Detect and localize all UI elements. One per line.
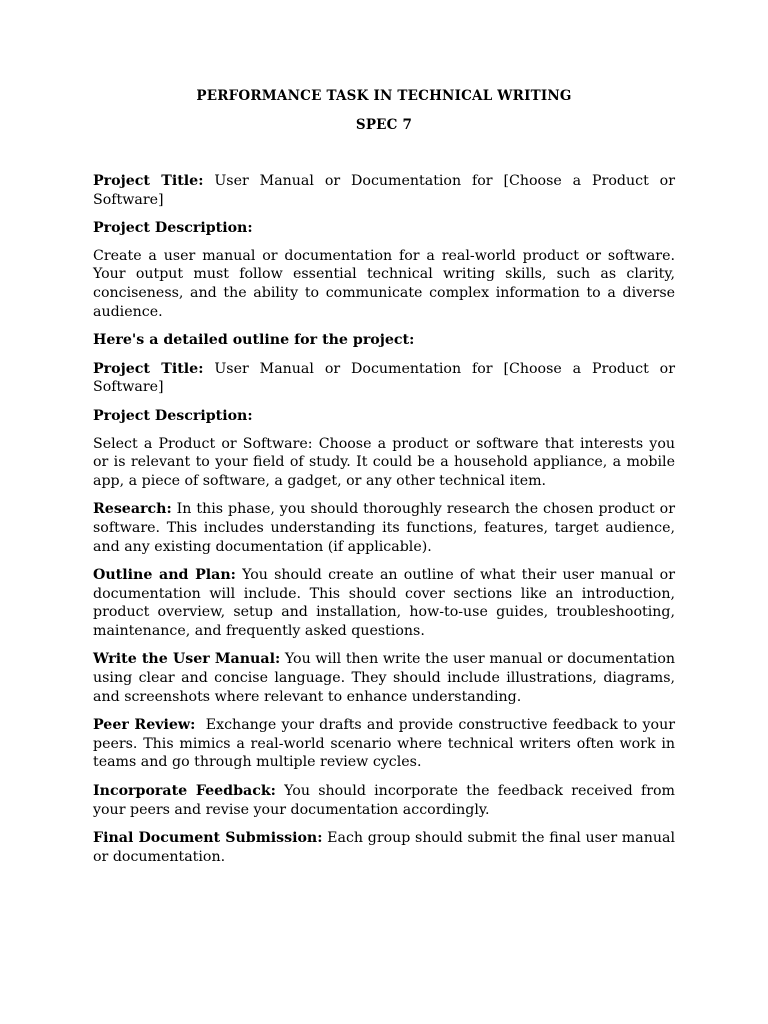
paragraph-project-description-heading-2 bbox=[93, 407, 675, 426]
paragraph-text: You should incorporate the feedback received from your peers and revise your documentation accordingly. bbox=[93, 783, 676, 818]
paragraph-text: In this phase, you should thoroughly research the chosen product or software. This includes understanding its functions, features, target audience, and any existing documentation (if applicable). bbox=[93, 501, 675, 555]
paragraph-text: User Manual or Documentation for [Choose a Product or Software] bbox=[93, 173, 675, 208]
paragraph-outline-intro bbox=[93, 331, 675, 350]
paragraph-project-description-heading bbox=[93, 219, 675, 238]
paragraph-text: You should create an outline of what their user manual or documentation will include. This should cover sections like an introduction, product overview, setup and installation, how-to-use guides, troubleshooting, maintenance, and frequently asked questions. bbox=[93, 567, 675, 639]
paragraph-text: You will then write the user manual or documentation using clear and concise language. They should include illustrations, diagrams, and screenshots where relevant to enhance understanding. bbox=[93, 651, 675, 705]
paragraph-text: Exchange your drafts and provide constructive feedback to your peers. This mimics a real-world scenario where technical writers often work in teams and go through multiple review cycles. bbox=[93, 717, 680, 771]
paragraph-label: Here's a detailed outline for the project: bbox=[93, 332, 415, 349]
paragraph-outline-plan bbox=[93, 566, 675, 640]
paragraph-text: User Manual or Documentation for [Choose a Product or Software] bbox=[93, 360, 675, 396]
paragraph-label: Final Document Submission: bbox=[93, 830, 323, 847]
paragraph-label: Project Title: bbox=[93, 360, 204, 377]
document-body bbox=[93, 172, 680, 876]
paragraph-text: Create a user manual or documentation for a real-world product or software. Your output must follow essential technical writing skills, such as clarity, conciseness, and the ability to communicate complex information to a diverse audience. bbox=[93, 247, 675, 320]
paragraph-label: Outline and Plan: bbox=[93, 567, 236, 584]
paragraph-final-submission bbox=[93, 829, 675, 866]
paragraph-label: Project Description: bbox=[93, 220, 253, 237]
paragraph-project-title bbox=[93, 172, 675, 209]
paragraph-research bbox=[93, 500, 675, 556]
paragraph-label: Research: bbox=[93, 501, 172, 518]
paragraph-project-title-2 bbox=[93, 360, 675, 397]
paragraph-text: Select a Product or Software: Choose a product or software that interests you or is relevant to your field of study. It could be a household appliance, a mobile app, a piece of software, a gadget, or any other technical item. bbox=[93, 435, 675, 489]
paragraph-label: Write the User Manual: bbox=[93, 651, 281, 668]
paragraph-write-manual bbox=[93, 650, 675, 706]
paragraph-create-manual bbox=[93, 247, 675, 321]
paragraph-incorporate-feedback bbox=[93, 782, 675, 819]
paragraph-label: Project Title: bbox=[93, 173, 204, 189]
document-subtitle: SPEC 7 bbox=[355, 117, 413, 133]
document-title: PERFORMANCE TASK IN TECHNICAL WRITING bbox=[196, 88, 572, 104]
paragraph-label: Project Description: bbox=[93, 407, 253, 424]
paragraph-select-product bbox=[93, 435, 675, 491]
paragraph-text: Each group should submit the final user manual or documentation. bbox=[93, 830, 675, 865]
paragraph-label: Peer Review: bbox=[93, 717, 196, 734]
paragraph-peer-review bbox=[93, 716, 680, 772]
paragraph-label: Incorporate Feedback: bbox=[93, 783, 276, 800]
